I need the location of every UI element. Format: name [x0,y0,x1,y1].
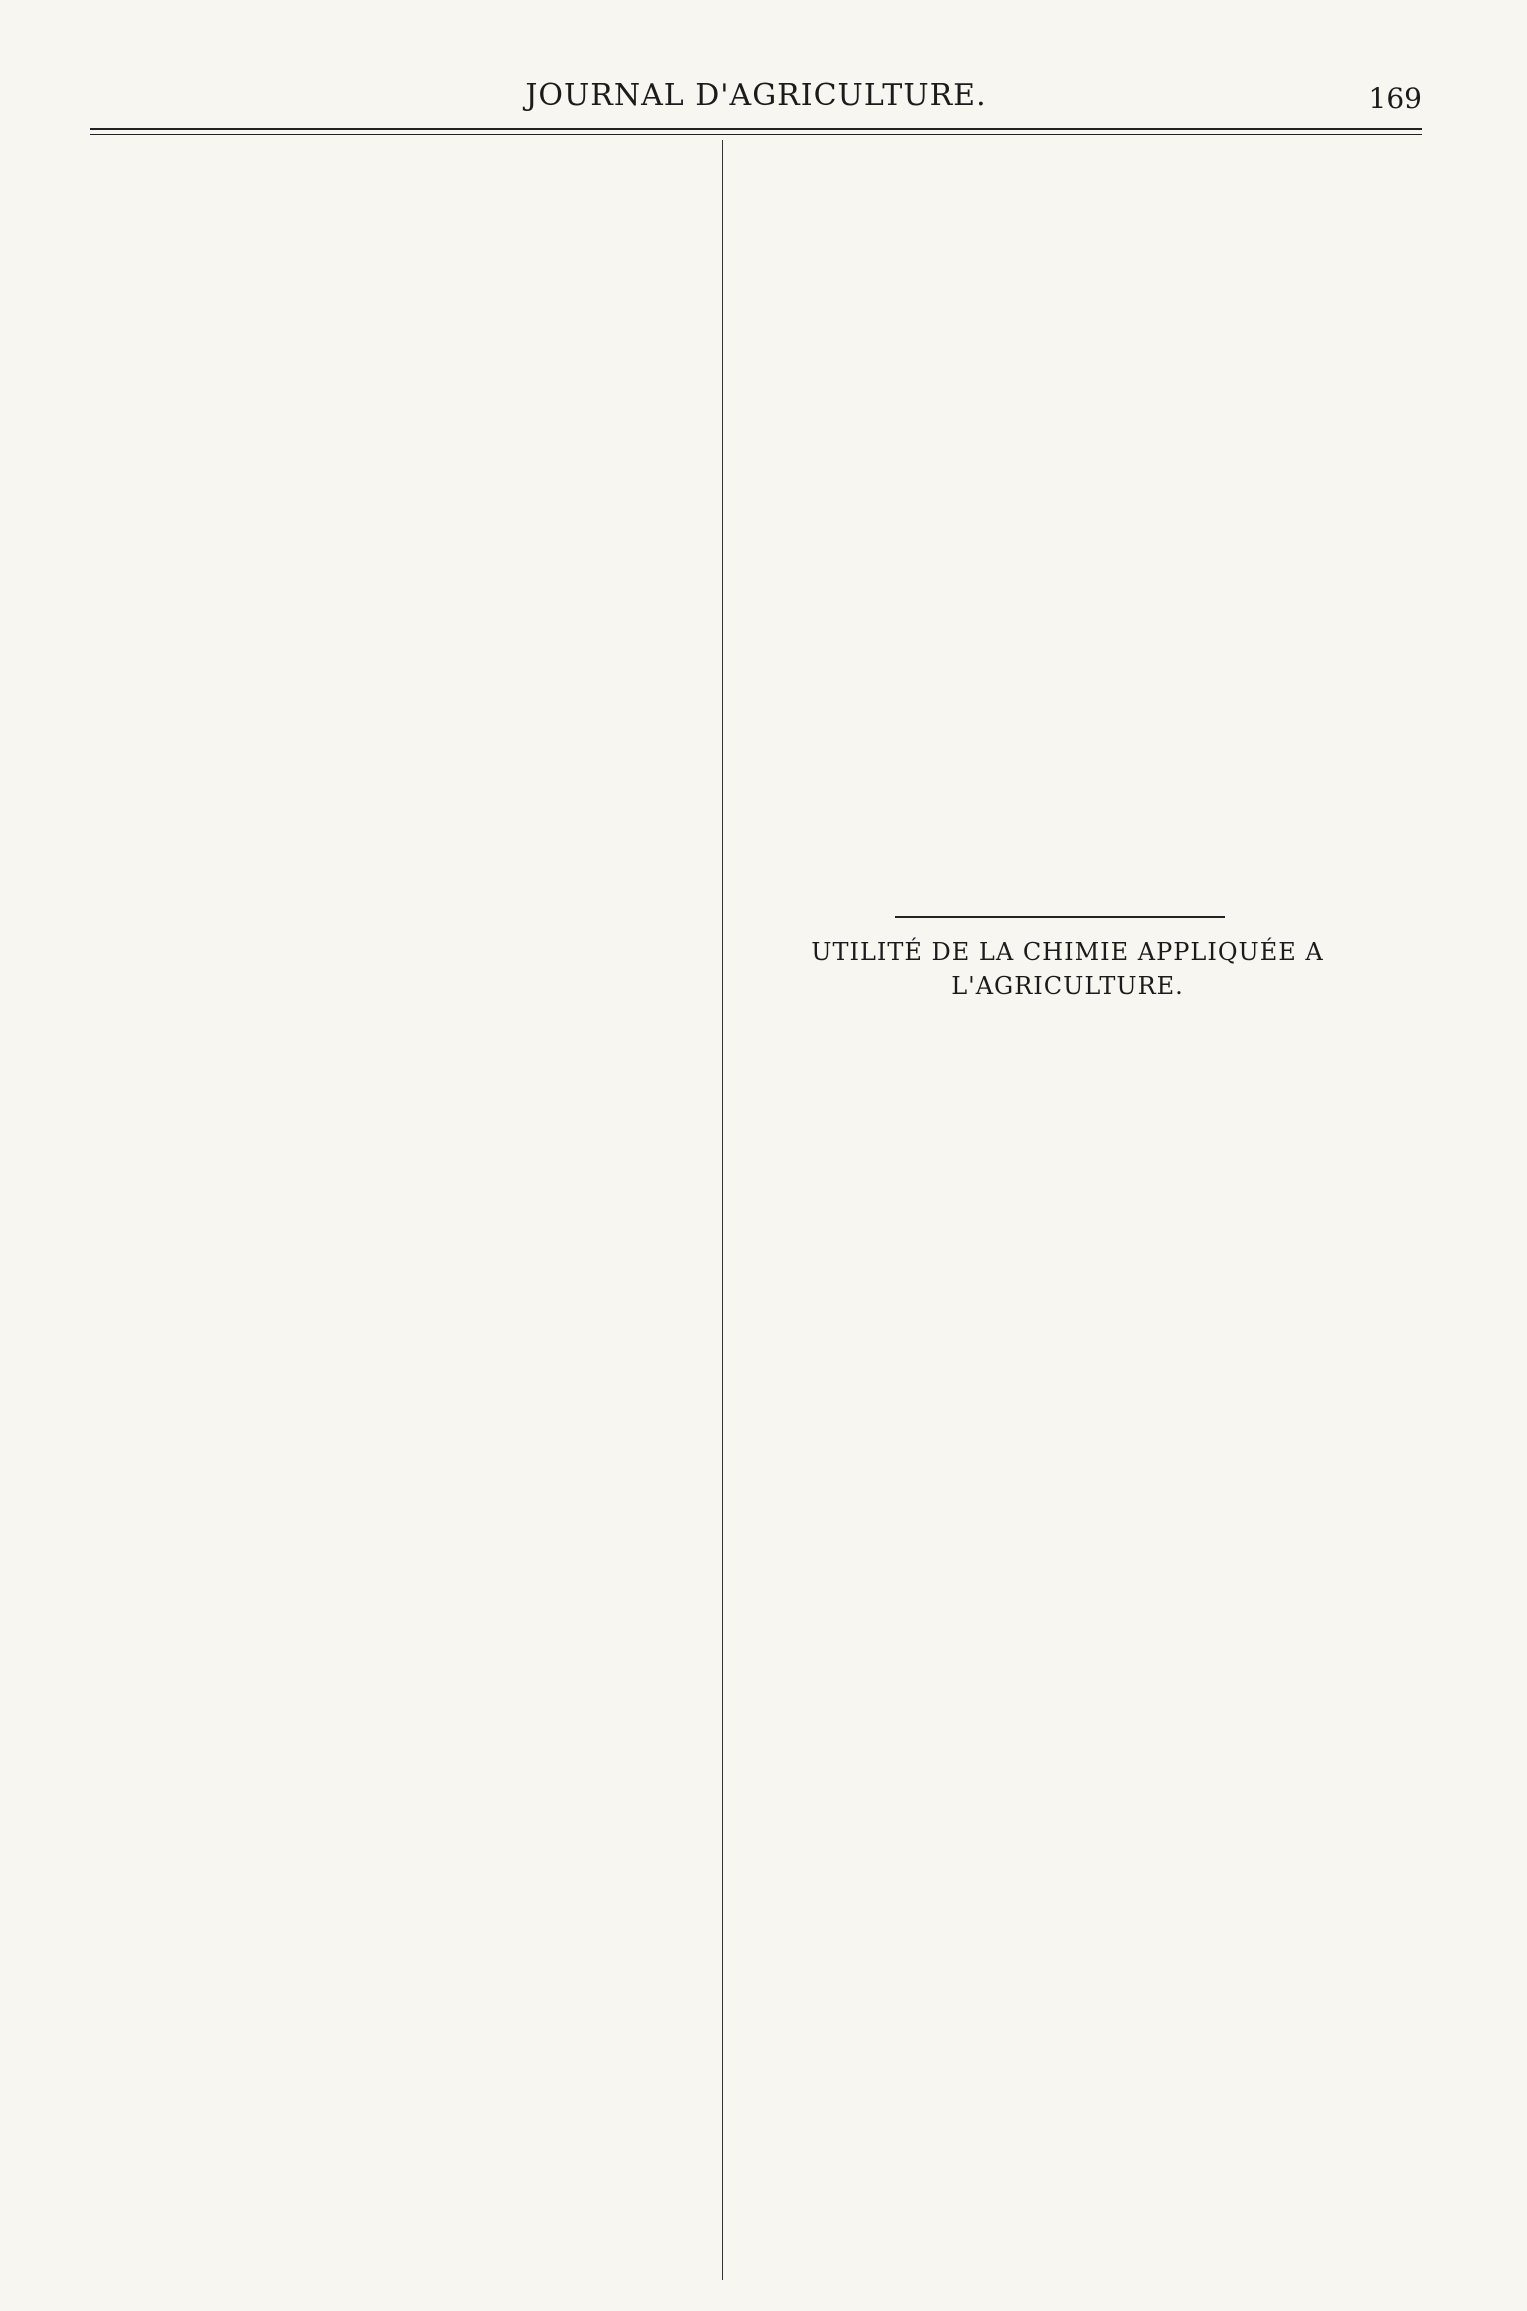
right-column-lower [735,950,1400,2280]
page-number: 169 [1368,82,1422,115]
left-column [55,145,705,2280]
journal-title: JOURNAL D'AGRICULTURE. [525,78,987,113]
column-divider [722,140,723,2280]
header-rule [90,128,1422,135]
running-head [90,78,1422,122]
right-column-upper [735,145,1400,905]
section-rule [895,916,1225,918]
section-heading: UTILITÉ DE LA CHIMIE APPLIQUÉE A L'AGRICULTURE. [811,938,1324,1000]
